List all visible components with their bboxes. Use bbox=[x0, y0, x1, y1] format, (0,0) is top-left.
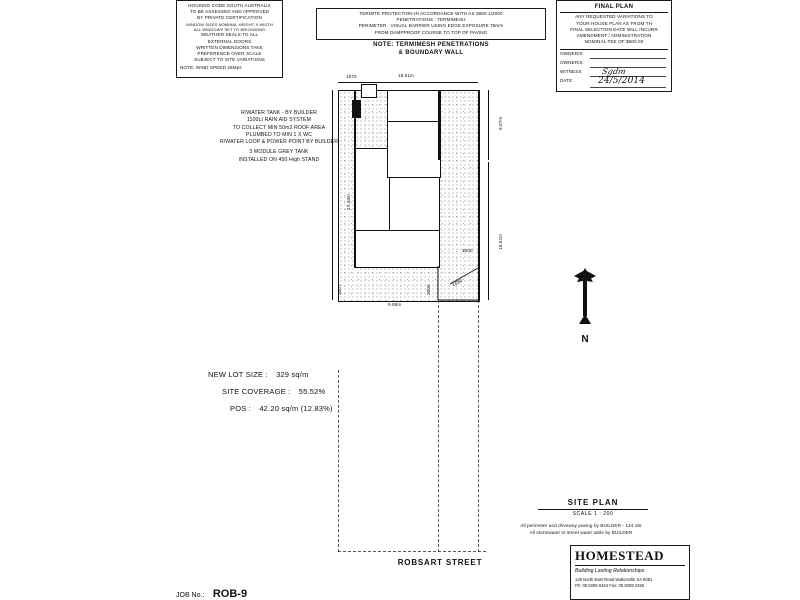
site-plan-scale: SCALE 1 : 200 bbox=[572, 511, 614, 518]
rainwater-tank-notes bbox=[214, 110, 344, 164]
footnote-stormwater: All stormwater to street water table by BUILDER bbox=[529, 529, 633, 535]
note-line: PREFERENCE OVER SCALE bbox=[197, 50, 262, 56]
witness-label: WITNESS bbox=[560, 69, 582, 75]
job-number-label: JOB No.: bbox=[176, 592, 205, 599]
site-plan-caption bbox=[486, 497, 676, 536]
note-line: PLUMBED TO MIN 1 X WC bbox=[246, 131, 312, 138]
note-line: AMENDMENT / ADMINISTRATION bbox=[576, 32, 652, 38]
pos-label: POS : bbox=[230, 404, 252, 413]
pos-row bbox=[230, 404, 368, 413]
dimension-line-right-upper bbox=[488, 90, 489, 160]
site-statistics bbox=[208, 370, 368, 421]
note-line: FROM DAMPPROOF COURSE TO TOP OF PAVING bbox=[374, 29, 488, 35]
new-lot-size-label: NEW LOT SIZE : bbox=[208, 370, 268, 379]
street-name bbox=[340, 552, 540, 570]
note-line: TO COLLECT MIN 50m2 ROOF AREA bbox=[232, 124, 326, 131]
note-line: INSTALLED ON 450 High STAND bbox=[238, 156, 320, 163]
owner-label: OWNER/S bbox=[560, 60, 583, 66]
dimension-left-height: 27.43m bbox=[346, 194, 351, 210]
site-coverage-row bbox=[222, 387, 368, 396]
job-number-value: ROB-9 bbox=[212, 588, 248, 600]
note-line: WEATHER SEALS TO ALL bbox=[200, 32, 259, 38]
dimension-bottom-left: 3007 bbox=[337, 284, 342, 295]
note-line: 1100Lt RAIN AID SYSTEM bbox=[246, 117, 312, 124]
dimension-right-upper: 9.07m bbox=[498, 116, 503, 130]
north-arrow-icon bbox=[560, 268, 610, 330]
note-line: WRITTEN DIMENSIONS TAKE bbox=[196, 44, 263, 50]
dimension-bottom-width: 9.88m bbox=[388, 302, 402, 307]
job-number-block bbox=[176, 584, 247, 600]
final-plan-title: FINAL PLAN bbox=[594, 4, 634, 10]
note-line: YOUR HOUSE PLAN AS FROM TH bbox=[575, 20, 653, 26]
note-line: ANY REQUESTED VARIATIONS TO bbox=[575, 14, 653, 20]
note-line: SUBJECT TO SITE VARIATIONS bbox=[194, 57, 265, 63]
termimesh-title-line-1: NOTE: TERMIMESH PENETRATIONS bbox=[373, 42, 489, 48]
boundary-extension-mid bbox=[438, 300, 439, 552]
street-name-label: ROBSART STREET bbox=[397, 558, 483, 567]
date-value: 24/5/2014 bbox=[598, 76, 646, 87]
boundary-extension-east bbox=[478, 300, 479, 552]
site-plan-drawing bbox=[330, 70, 590, 370]
dimension-right-lower: 18.52m bbox=[498, 234, 503, 250]
note-line: PENETRATIONS : TERMIMESH bbox=[396, 17, 466, 23]
site-coverage-label: SITE COVERAGE : bbox=[222, 387, 291, 396]
note-line: WINDOW SIZES NOMINAL HEIGHT X WIDTH bbox=[185, 21, 274, 27]
note-line: TERMITE PROTECTION IN ACCORDANCE WITH AS 3660.1/2000 bbox=[359, 11, 503, 16]
note-line: R/WATER LOOP & POWER POINT BY BUILDER bbox=[219, 139, 339, 146]
note-line: R/WATER TANK - BY BUILDER bbox=[241, 110, 317, 116]
note-line: BY PRIVATE CERTIFICATION bbox=[197, 15, 262, 21]
note-line: PERIMETER : VISUAL BARRIER USING EDGE EXPOSURE 75mm bbox=[358, 23, 504, 29]
pos-value: 42.20 sq/m (12.83%) bbox=[259, 404, 333, 413]
dimension-line-top bbox=[338, 82, 478, 83]
company-address-line-2: Ph: 08 8269 9344 Fax: 08 8269 2455 bbox=[575, 582, 645, 588]
wind-speed-note: NOTE: WIND SPEED 28Mps bbox=[180, 65, 242, 71]
date-label: DATE bbox=[560, 78, 573, 84]
note-line: NOMINAL FEE OF $500.00 bbox=[584, 39, 644, 45]
company-tagline: Building Lasting Relationships bbox=[575, 568, 645, 574]
site-coverage-value: 55.52% bbox=[298, 387, 326, 396]
boundary-splay bbox=[330, 70, 590, 370]
note-line: FINAL SELECTION DATE WILL INCURR bbox=[570, 26, 658, 32]
owner-label: OWNER/S bbox=[560, 51, 583, 57]
note-line: TO BE ASSESSED AND APPROVED bbox=[189, 9, 270, 15]
dimension-splay: 1680 bbox=[451, 277, 464, 288]
note-line: 3 MODULE GREY TANK bbox=[249, 149, 309, 156]
company-address-line-1: 128 North East Road Walkerville SA 5081 bbox=[575, 577, 653, 582]
housing-code-notes bbox=[176, 0, 283, 78]
witness-signature: Sgdm bbox=[601, 67, 627, 77]
dimension-top-offset: 1570 bbox=[346, 74, 357, 79]
note-line: EXTERNAL DOORS bbox=[207, 38, 252, 44]
dimension-top-width: 18.51m bbox=[398, 73, 414, 78]
owner-signature-row-1[interactable] bbox=[560, 51, 668, 60]
termimesh-title bbox=[316, 41, 546, 58]
north-arrow bbox=[560, 268, 610, 348]
termite-protection-note bbox=[316, 8, 546, 40]
new-lot-size-value: 329 sq/m bbox=[276, 370, 309, 379]
site-plan-title: SITE PLAN bbox=[567, 498, 619, 507]
note-line: HOUSING CODE SOUTH AUSTRALIA bbox=[188, 3, 271, 8]
dimension-bottom-mid: 2000 bbox=[426, 284, 431, 295]
north-arrow-label: N bbox=[581, 334, 589, 345]
dimension-right-inset: 3000 bbox=[462, 248, 473, 253]
note-line: ALL WINDOWS SET TO BRICKBOND bbox=[193, 26, 266, 32]
dimension-line-left bbox=[332, 90, 333, 300]
new-lot-size-row bbox=[208, 370, 368, 379]
dimension-line-right-lower bbox=[488, 162, 489, 300]
company-name: HOMESTEAD bbox=[575, 548, 665, 563]
company-logo-block bbox=[570, 545, 690, 600]
termimesh-title-line-2: & BOUNDARY WALL bbox=[398, 50, 464, 57]
footnote-paving: All perimeter and driveway paving by BUILDER - 124.16r bbox=[520, 523, 642, 529]
